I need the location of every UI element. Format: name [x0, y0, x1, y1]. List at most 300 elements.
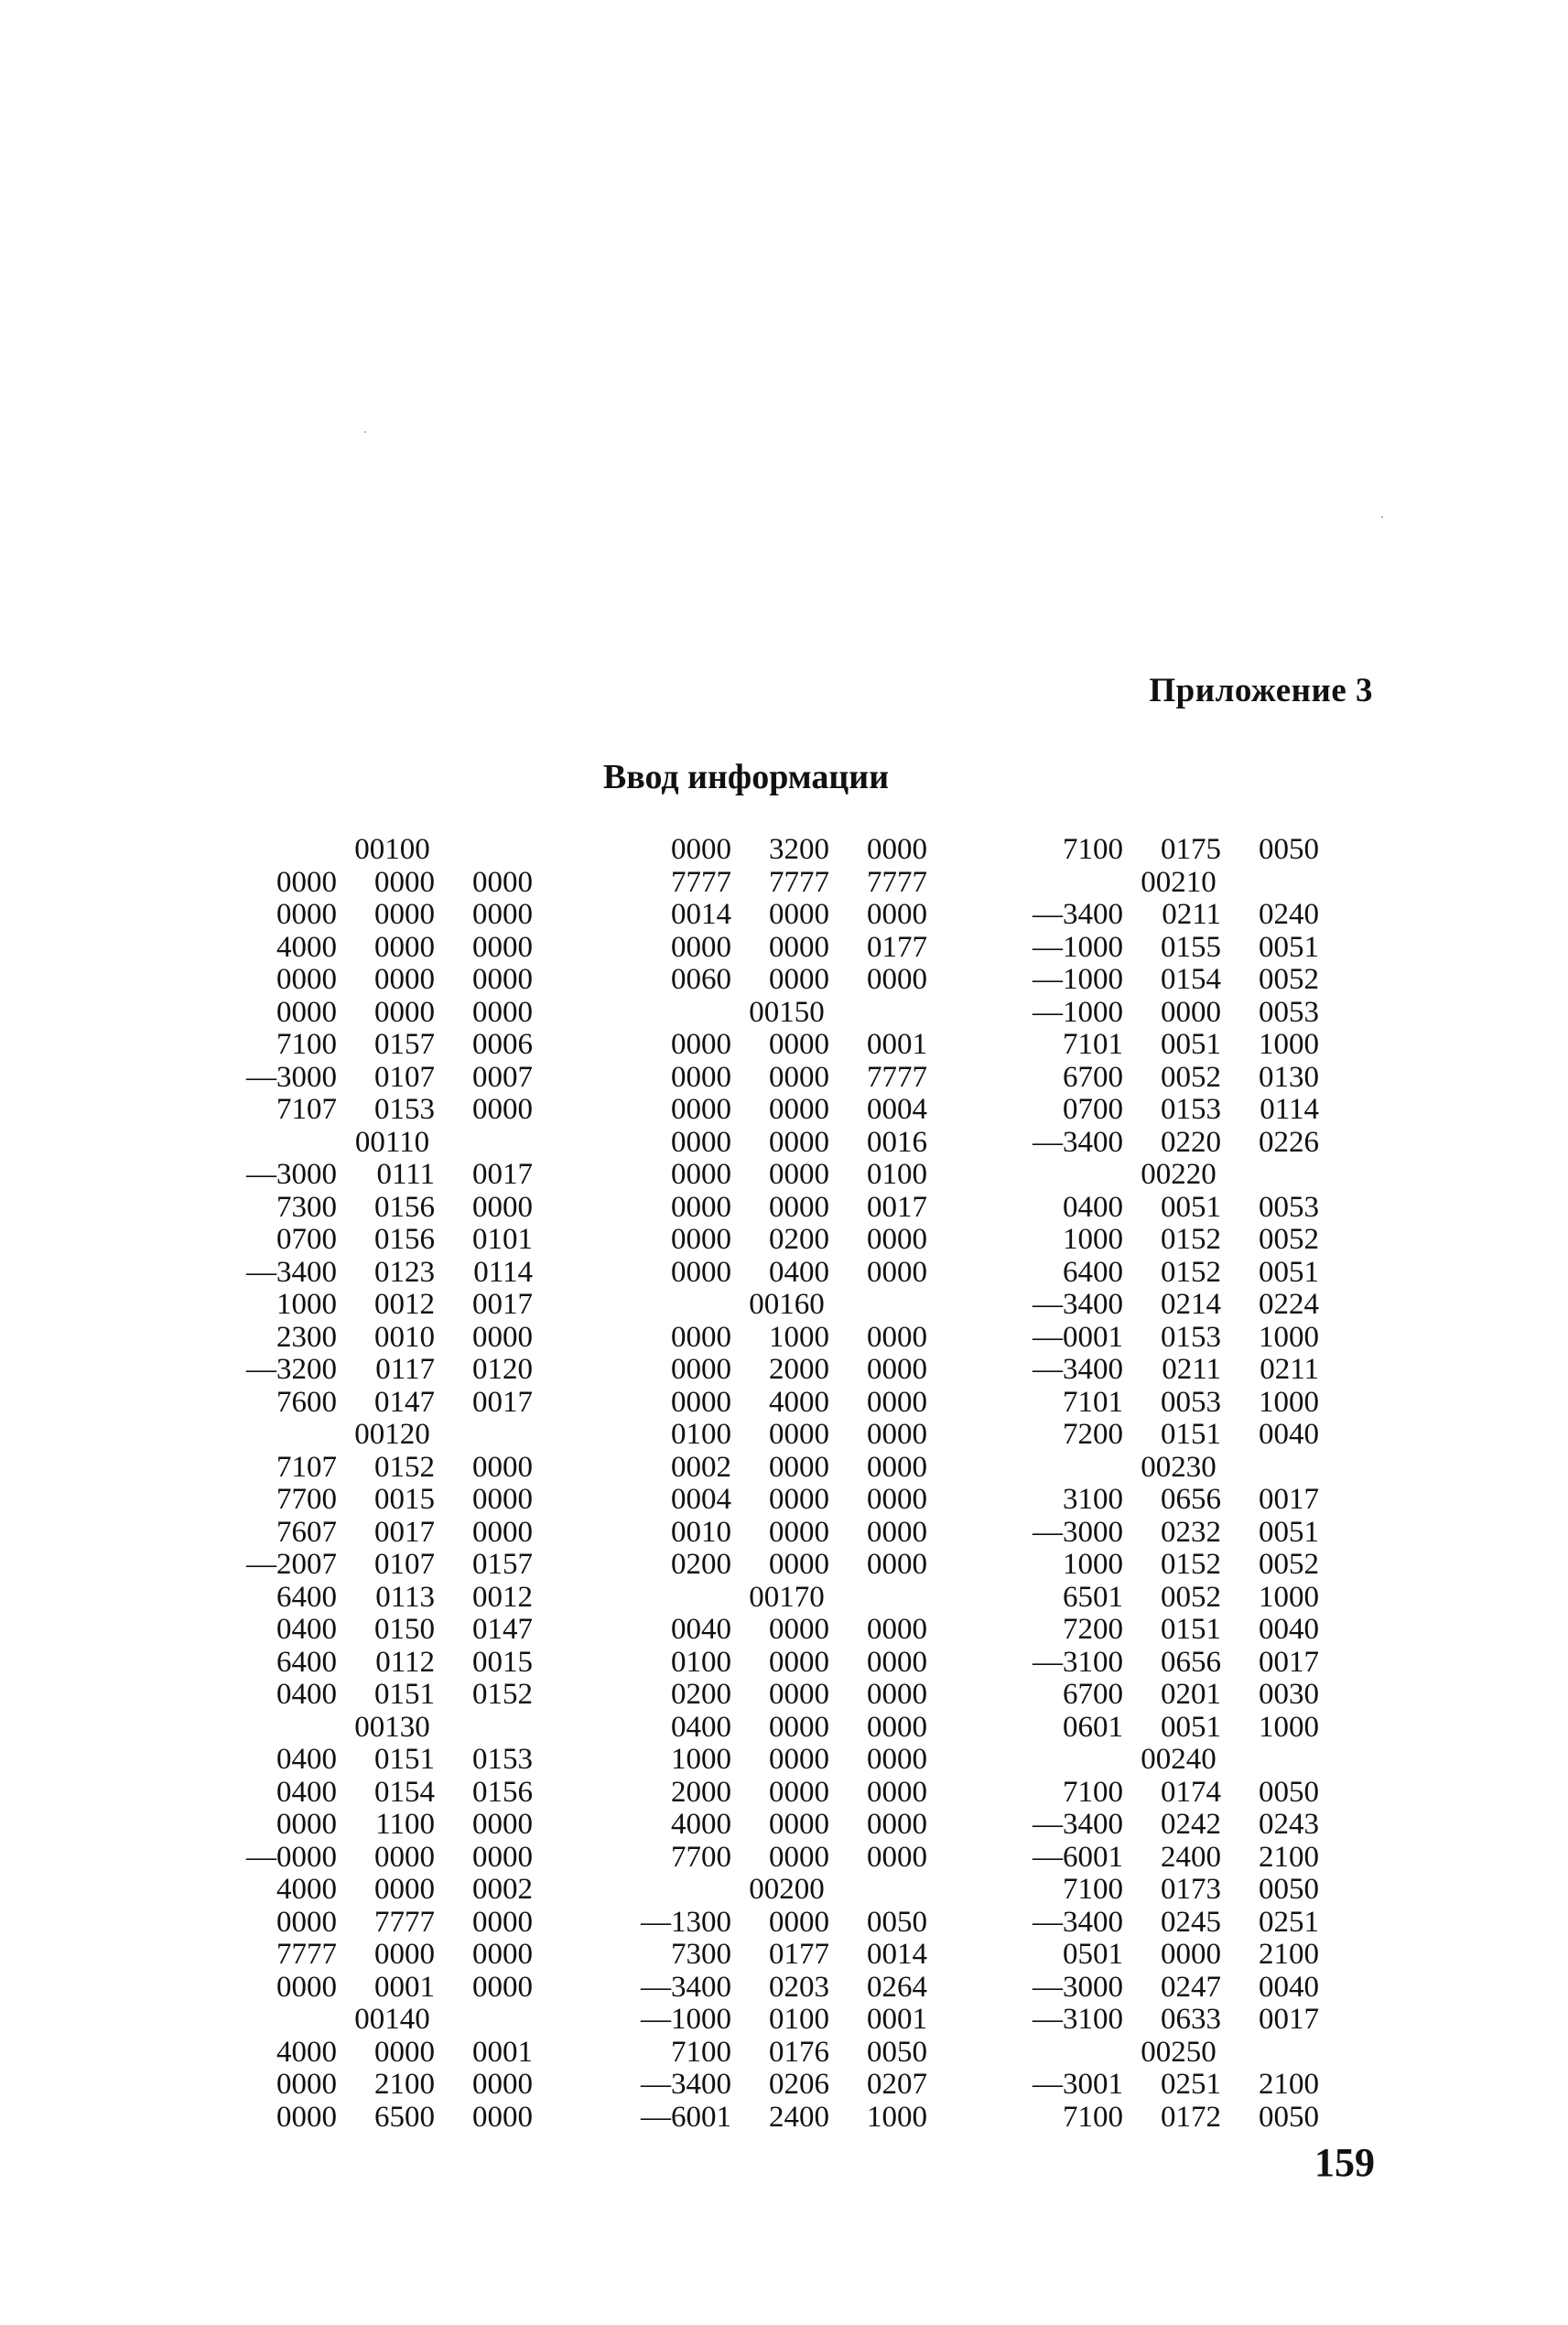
code-word: 1000	[276, 1288, 337, 1321]
code-row	[1016, 1484, 1330, 1517]
code-word: 7107	[276, 1450, 337, 1484]
code-word: 0206	[769, 2068, 829, 2101]
code-word: 7200	[1063, 1418, 1123, 1451]
code-word: 0251	[1161, 2068, 1221, 2101]
code-word: 1000	[1063, 1223, 1123, 1256]
code-word: 1000	[1259, 1580, 1319, 1614]
code-row	[1016, 1517, 1330, 1550]
code-row	[624, 1062, 938, 1095]
code-row	[230, 899, 544, 932]
code-word: 0000	[671, 1125, 731, 1159]
code-row	[624, 899, 938, 932]
code-word: 0000	[374, 1938, 435, 1971]
code-word: 0153	[374, 1093, 435, 1126]
memory-address: 00150	[749, 995, 825, 1029]
code-word: 0242	[1161, 1808, 1221, 1841]
code-row	[230, 1972, 544, 2005]
code-word: 0243	[1259, 1808, 1319, 1841]
code-word: 0000	[472, 1905, 533, 1939]
code-word: 0010	[374, 1320, 435, 1354]
address-label-row	[1016, 1452, 1330, 1485]
code-row	[624, 1712, 938, 1745]
code-word: 0000	[671, 1190, 731, 1224]
code-word: 0000	[472, 1320, 533, 1354]
address-label-row	[1016, 2037, 1330, 2070]
code-column-1	[230, 834, 544, 2134]
code-row	[230, 1907, 544, 1940]
code-word: 0016	[867, 1125, 927, 1159]
code-row	[624, 1549, 938, 1582]
code-row	[230, 1452, 544, 1485]
code-word: 6501	[1063, 1580, 1123, 1614]
code-row	[1016, 899, 1330, 932]
code-word: —3400	[1033, 1808, 1123, 1841]
code-column-2	[624, 834, 938, 2134]
code-row	[624, 2102, 938, 2135]
code-word: 7107	[276, 1093, 337, 1126]
address-label-row	[230, 2004, 544, 2037]
code-word: 0000	[867, 1418, 927, 1451]
code-word: 0000	[867, 1483, 927, 1516]
code-word: 0004	[671, 1483, 731, 1516]
code-word: 0000	[472, 1515, 533, 1549]
code-word: 0152	[1161, 1223, 1221, 1256]
code-word: 0017	[1259, 1645, 1319, 1679]
code-word: 0000	[769, 898, 829, 931]
code-word: 0000	[472, 930, 533, 964]
code-row	[230, 1192, 544, 1225]
code-word: 0050	[1259, 2100, 1319, 2134]
code-word: 2100	[1259, 1938, 1319, 1971]
code-row	[1016, 1874, 1330, 1907]
code-row	[624, 1517, 938, 1550]
code-row	[1016, 1549, 1330, 1582]
code-row	[1016, 1419, 1330, 1452]
code-word: 0015	[472, 1645, 533, 1679]
code-word: 0051	[1161, 1190, 1221, 1224]
code-word: 0000	[769, 1060, 829, 1094]
code-row	[624, 2004, 938, 2037]
code-row	[624, 1777, 938, 1810]
code-word: 0000	[374, 898, 435, 931]
code-row	[1016, 1094, 1330, 1127]
code-row	[624, 1647, 938, 1680]
code-word: 7100	[1063, 1775, 1123, 1809]
code-row	[230, 1777, 544, 1810]
code-word: 7607	[276, 1515, 337, 1549]
code-word: 0053	[1161, 1385, 1221, 1419]
memory-address: 00110	[354, 1125, 430, 1159]
code-word: 0232	[1161, 1515, 1221, 1549]
code-word: 0000	[769, 963, 829, 996]
code-word: 0100	[671, 1645, 731, 1679]
code-row	[624, 1939, 938, 1972]
code-word: 7300	[671, 1938, 731, 1971]
code-row	[1016, 1354, 1330, 1387]
code-row	[1016, 1972, 1330, 2005]
code-word: 0211	[1162, 1353, 1221, 1386]
code-word: 0153	[472, 1743, 533, 1776]
code-word: 1000	[671, 1743, 731, 1776]
code-word: 0150	[374, 1613, 435, 1646]
code-word: —1000	[641, 2003, 731, 2036]
code-word: 0130	[1259, 1060, 1319, 1094]
code-row	[230, 1517, 544, 1550]
code-word: 0152	[472, 1678, 533, 1711]
code-word: 0400	[671, 1710, 731, 1744]
code-word: 0101	[472, 1223, 533, 1256]
page-number: 159	[1314, 2140, 1375, 2185]
code-word: 0000	[472, 1808, 533, 1841]
code-word: 6400	[276, 1645, 337, 1679]
code-row	[624, 867, 938, 900]
scan-speck	[364, 431, 366, 433]
code-word: 0014	[867, 1938, 927, 1971]
code-word: —0001	[1033, 1320, 1123, 1354]
code-row	[1016, 1614, 1330, 1647]
code-word: 0000	[867, 1678, 927, 1711]
code-word: 0154	[374, 1775, 435, 1809]
memory-address: 00130	[354, 1710, 430, 1744]
code-word: 1000	[867, 2100, 927, 2134]
code-row	[230, 867, 544, 900]
code-word: 0000	[472, 2068, 533, 2101]
address-label-row	[1016, 1159, 1330, 1192]
code-word: 0100	[769, 2003, 829, 2036]
code-word: 7777	[276, 1938, 337, 1971]
code-word: 0203	[769, 1970, 829, 2004]
code-word: 0000	[769, 1125, 829, 1159]
code-word: 0152	[1161, 1255, 1221, 1289]
address-label-row	[1016, 1744, 1330, 1777]
code-word: 0000	[472, 1840, 533, 1874]
address-label-row	[230, 1127, 544, 1160]
code-word: 0000	[276, 1808, 337, 1841]
code-word: 0000	[671, 1320, 731, 1354]
code-word: —3400	[1033, 898, 1123, 931]
code-word: 0157	[374, 1028, 435, 1061]
code-word: 0107	[374, 1548, 435, 1581]
code-word: 7777	[374, 1905, 435, 1939]
code-word: 0006	[472, 1028, 533, 1061]
address-label-row	[230, 834, 544, 867]
code-word: 0000	[867, 1255, 927, 1289]
code-word: 0240	[1259, 898, 1319, 931]
code-row	[624, 1452, 938, 1485]
code-row	[230, 1094, 544, 1127]
code-word: —3400	[1033, 1288, 1123, 1321]
code-word: 7777	[867, 1060, 927, 1094]
memory-address: 00170	[749, 1580, 825, 1614]
code-word: 0000	[867, 833, 927, 866]
code-row	[230, 1387, 544, 1420]
code-word: 1000	[1259, 1385, 1319, 1419]
code-row	[1016, 1842, 1330, 1875]
code-word: 0226	[1259, 1125, 1319, 1159]
code-word: 4000	[769, 1385, 829, 1419]
code-word: 0000	[867, 1223, 927, 1256]
code-row	[624, 1159, 938, 1192]
code-word: 0000	[867, 1450, 927, 1484]
code-row	[230, 1679, 544, 1712]
code-row	[230, 1029, 544, 1062]
memory-address: 00220	[1141, 1158, 1217, 1191]
code-word: 0177	[769, 1938, 829, 1971]
code-word: 0000	[472, 2100, 533, 2134]
code-word: 3100	[1063, 1483, 1123, 1516]
code-word: —3001	[1033, 2068, 1123, 2101]
code-word: 0000	[867, 1385, 927, 1419]
code-row	[624, 1419, 938, 1452]
appendix-label: Приложение 3	[1149, 672, 1373, 709]
code-row	[624, 932, 938, 965]
code-word: 7101	[1063, 1385, 1123, 1419]
code-word: 0264	[867, 1970, 927, 2004]
code-word: 0153	[1161, 1093, 1221, 1126]
code-word: 0247	[1161, 1970, 1221, 2004]
code-word: 0400	[276, 1613, 337, 1646]
code-row	[230, 1322, 544, 1355]
code-row	[624, 1484, 938, 1517]
code-word: 0000	[769, 1418, 829, 1451]
code-word: 0007	[472, 1060, 533, 1094]
code-word: 0000	[671, 1028, 731, 1061]
code-word: 0000	[769, 1548, 829, 1581]
code-word: 0051	[1161, 1710, 1221, 1744]
code-word: 0400	[769, 1255, 829, 1289]
code-word: 0000	[374, 2035, 435, 2069]
code-row	[624, 2069, 938, 2102]
code-word: 0200	[671, 1548, 731, 1581]
code-word: 0012	[472, 1580, 533, 1614]
code-word: 0052	[1259, 963, 1319, 996]
code-word: 0001	[472, 2035, 533, 2069]
code-row	[1016, 1029, 1330, 1062]
code-word: 4000	[276, 1873, 337, 1906]
code-word: 0000	[1161, 995, 1221, 1029]
code-row	[624, 1972, 938, 2005]
code-word: 0017	[472, 1288, 533, 1321]
code-word: 7100	[276, 1028, 337, 1061]
code-word: 0000	[769, 1905, 829, 1939]
memory-address: 00250	[1141, 2035, 1217, 2069]
code-word: 0030	[1259, 1678, 1319, 1711]
code-word: 0176	[769, 2035, 829, 2069]
code-row	[1016, 1192, 1330, 1225]
code-row	[1016, 1679, 1330, 1712]
code-row	[1016, 1289, 1330, 1322]
code-word: 0040	[1259, 1970, 1319, 2004]
code-word: —3400	[1033, 1125, 1123, 1159]
code-word: 4000	[276, 930, 337, 964]
memory-address: 00240	[1141, 1743, 1217, 1776]
code-word: 0656	[1161, 1483, 1221, 1516]
code-row	[624, 834, 938, 867]
address-label-row	[624, 1874, 938, 1907]
code-word: 0633	[1161, 2003, 1221, 2036]
code-row	[230, 1224, 544, 1257]
code-row	[230, 1842, 544, 1875]
code-word: 0207	[867, 2068, 927, 2101]
code-word: 0000	[867, 1808, 927, 1841]
code-word: 0400	[276, 1743, 337, 1776]
code-row	[624, 1842, 938, 1875]
code-word: 1000	[1259, 1320, 1319, 1354]
code-word: 0040	[1259, 1418, 1319, 1451]
code-word: 0000	[671, 1223, 731, 1256]
code-word: 7100	[1063, 2100, 1123, 2134]
code-word: —3100	[1033, 1645, 1123, 1679]
code-word: 2000	[769, 1353, 829, 1386]
code-row	[624, 1224, 938, 1257]
code-word: 0000	[276, 898, 337, 931]
code-word: 0051	[1259, 1515, 1319, 1549]
code-word: 0053	[1259, 995, 1319, 1029]
code-word: 0000	[374, 995, 435, 1029]
code-word: 7777	[671, 865, 731, 899]
code-word: 0051	[1259, 1255, 1319, 1289]
code-word: 2000	[671, 1775, 731, 1809]
code-row	[230, 997, 544, 1030]
code-word: 0052	[1259, 1223, 1319, 1256]
code-word: —1000	[1033, 963, 1123, 996]
code-word: 0050	[1259, 1873, 1319, 1906]
code-word: 0214	[1161, 1288, 1221, 1321]
code-row	[624, 1744, 938, 1777]
code-word: —1000	[1033, 930, 1123, 964]
code-row	[230, 1289, 544, 1322]
code-word: —3400	[246, 1255, 337, 1289]
code-row	[230, 2102, 544, 2135]
memory-address: 00230	[1141, 1450, 1217, 1484]
code-word: 7777	[769, 865, 829, 899]
code-word: 6700	[1063, 1060, 1123, 1094]
code-word: 0112	[375, 1645, 435, 1679]
code-word: 0000	[867, 1548, 927, 1581]
code-word: —3000	[1033, 1970, 1123, 2004]
code-row	[624, 1257, 938, 1290]
code-word: 0156	[374, 1223, 435, 1256]
code-word: 0400	[276, 1678, 337, 1711]
code-word: 0050	[1259, 833, 1319, 866]
code-word: 0000	[671, 1255, 731, 1289]
code-word: 0700	[1063, 1093, 1123, 1126]
code-word: 0051	[1161, 1028, 1221, 1061]
code-word: 0000	[472, 1483, 533, 1516]
code-row	[1016, 834, 1330, 867]
code-word: 0100	[671, 1418, 731, 1451]
code-word: 0051	[1259, 930, 1319, 964]
code-word: 0501	[1063, 1938, 1123, 1971]
code-row	[1016, 1809, 1330, 1842]
code-word: —6001	[1033, 1840, 1123, 1874]
code-word: 0107	[374, 1060, 435, 1094]
code-row	[1016, 1939, 1330, 1972]
code-word: 0172	[1161, 2100, 1221, 2134]
code-word: 0000	[276, 1905, 337, 1939]
code-word: 0000	[867, 1613, 927, 1646]
code-word: 0000	[867, 1353, 927, 1386]
code-word: 0017	[374, 1515, 435, 1549]
code-word: 1000	[1259, 1028, 1319, 1061]
code-row	[1016, 1777, 1330, 1810]
code-row	[1016, 2069, 1330, 2102]
code-row	[624, 1192, 938, 1225]
code-word: 0117	[375, 1353, 435, 1386]
code-word: 0000	[867, 963, 927, 996]
code-word: 2400	[1161, 1840, 1221, 1874]
code-word: 0000	[769, 1775, 829, 1809]
code-word: —3000	[1033, 1515, 1123, 1549]
code-row	[624, 1127, 938, 1160]
memory-address: 00140	[354, 2003, 430, 2036]
code-word: 3200	[769, 833, 829, 866]
code-word: —2007	[246, 1548, 337, 1581]
address-label-row	[1016, 867, 1330, 900]
code-row	[624, 1809, 938, 1842]
code-word: 0177	[867, 930, 927, 964]
code-word: 0000	[472, 1093, 533, 1126]
code-word: 0004	[867, 1093, 927, 1126]
memory-address: 00100	[354, 833, 430, 866]
code-word: 0114	[473, 1255, 533, 1289]
code-word: —3000	[246, 1158, 337, 1191]
code-word: 0147	[374, 1385, 435, 1419]
code-word: 0114	[1260, 1093, 1319, 1126]
code-word: 0001	[867, 1028, 927, 1061]
code-word: 0400	[276, 1775, 337, 1809]
code-row	[230, 1874, 544, 1907]
code-word: 7200	[1063, 1613, 1123, 1646]
code-word: 0000	[472, 1938, 533, 1971]
code-word: 0400	[1063, 1190, 1123, 1224]
code-word: 0201	[1161, 1678, 1221, 1711]
code-row	[230, 964, 544, 997]
code-word: 0000	[276, 963, 337, 996]
code-word: 0000	[472, 1970, 533, 2004]
code-word: 0000	[374, 963, 435, 996]
code-word: —1300	[641, 1905, 731, 1939]
code-row	[624, 1679, 938, 1712]
code-word: 0152	[374, 1450, 435, 1484]
code-word: 0060	[671, 963, 731, 996]
code-row	[1016, 1224, 1330, 1257]
code-word: 0015	[374, 1483, 435, 1516]
code-row	[1016, 1257, 1330, 1290]
code-word: 0000	[671, 930, 731, 964]
section-title: Ввод информации	[602, 758, 890, 796]
code-word: 0000	[276, 865, 337, 899]
code-word: 7777	[867, 865, 927, 899]
code-row	[624, 1387, 938, 1420]
code-word: 0000	[472, 1450, 533, 1484]
code-word: 7100	[671, 2035, 731, 2069]
code-row	[1016, 1062, 1330, 1095]
code-row	[624, 1094, 938, 1127]
code-word: 0152	[1161, 1548, 1221, 1581]
scan-speck	[1381, 516, 1383, 518]
code-word: 7700	[671, 1840, 731, 1874]
code-word: 0000	[769, 1028, 829, 1061]
memory-address: 00210	[1141, 865, 1217, 899]
code-row	[230, 1062, 544, 1095]
code-word: 0000	[374, 1840, 435, 1874]
code-word: 0155	[1161, 930, 1221, 964]
code-word: 0000	[769, 1808, 829, 1841]
code-word: 0017	[867, 1190, 927, 1224]
code-row	[1016, 1322, 1330, 1355]
code-word: 0040	[1259, 1613, 1319, 1646]
